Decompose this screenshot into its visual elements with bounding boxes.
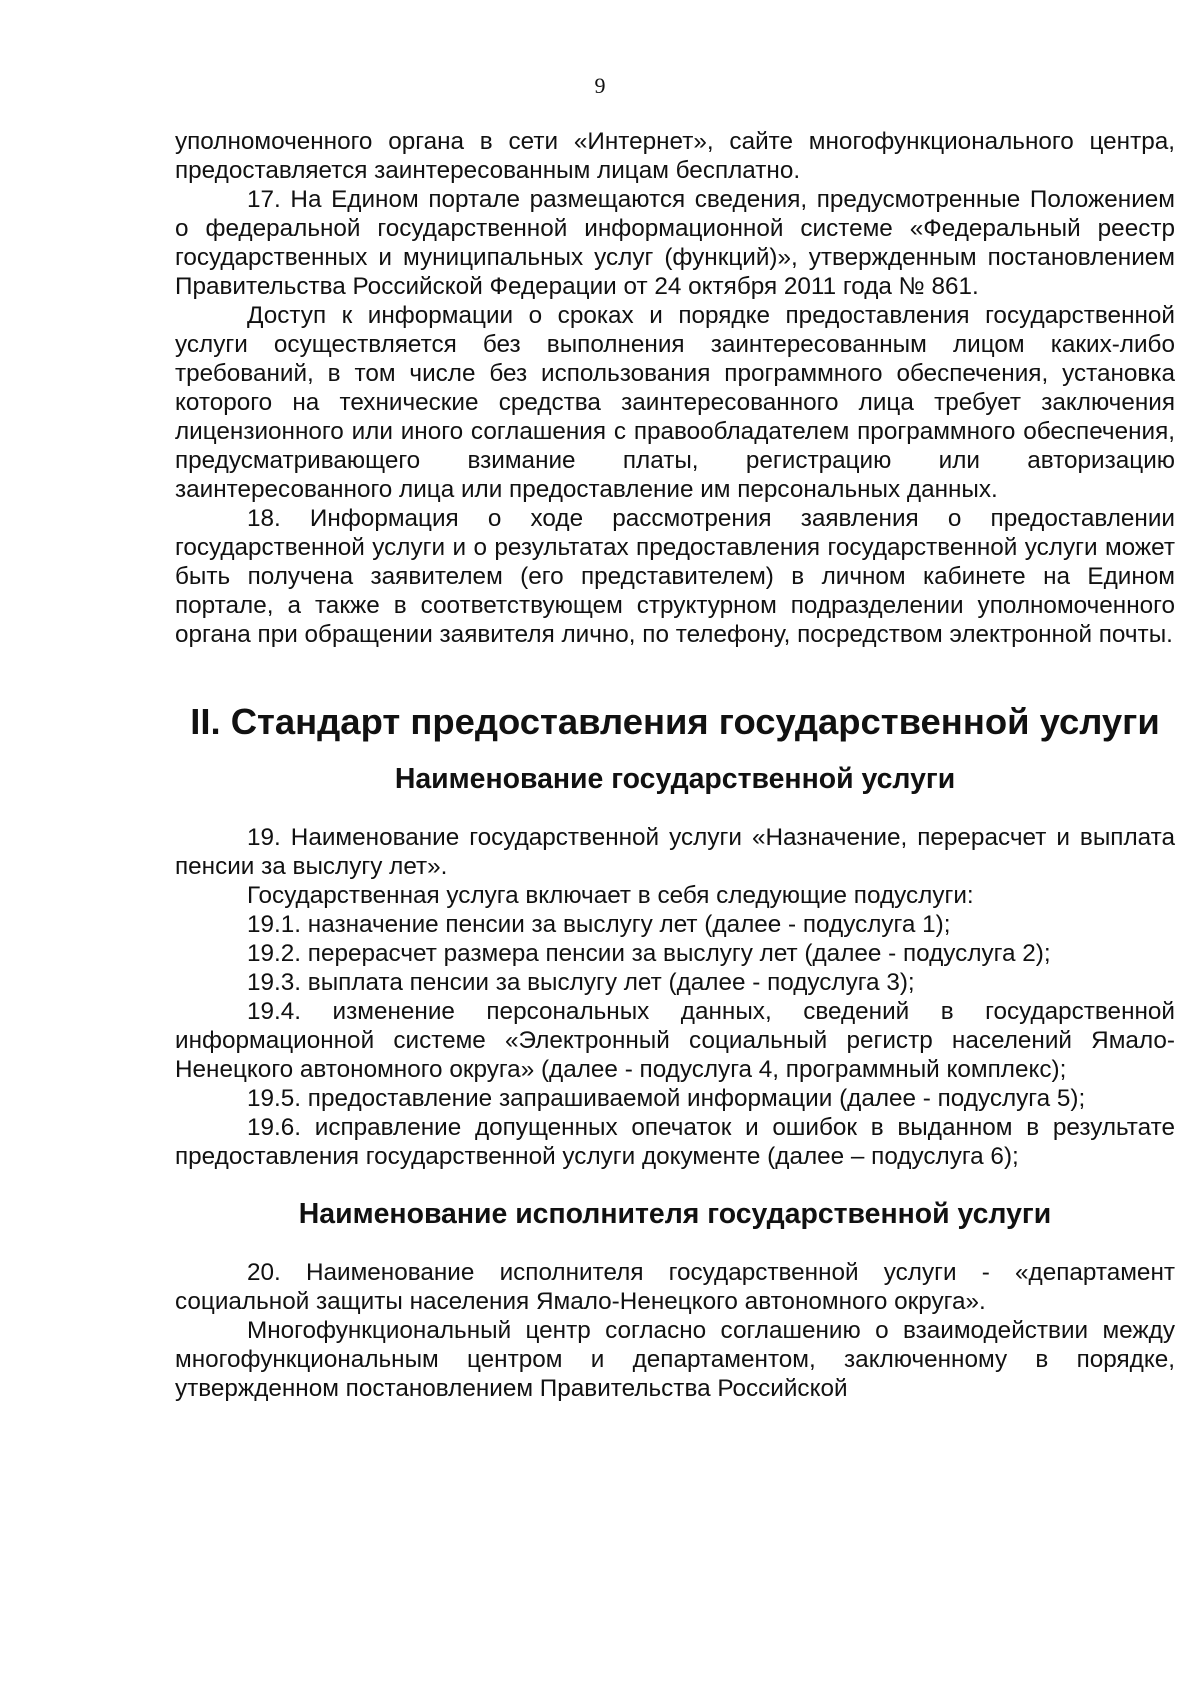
list-item-19-6: 19.6. исправление допущенных опечаток и ошибок в выданном в результате предоставления государственной услуги документе (далее – подуслуга 6); [175, 1114, 1175, 1170]
paragraph-19: 19. Наименование государственной услуги «Назначение, перерасчет и выплата пенсии за выслугу лет». [175, 824, 1175, 880]
subheading-executor-name: Наименование исполнителя государственной услуги [298, 1198, 1052, 1230]
list-item-19-5: 19.5. предоставление запрашиваемой информации (далее - подуслуга 5); [247, 1085, 1086, 1112]
section-heading: II. Стандарт предоставления государственной услуги [190, 701, 1160, 742]
list-item-19-3: 19.3. выплата пенсии за выслугу лет (далее - подуслуга 3); [247, 969, 915, 996]
paragraph-subservices-intro: Государственная услуга включает в себя следующие подуслуги: [247, 882, 974, 909]
list-item-19-1: 19.1. назначение пенсии за выслугу лет (далее - подуслуга 1); [247, 911, 951, 938]
list-item-19-4: 19.4. изменение персональных данных, сведений в государственной информационной системе «Электронный социальный регистр населений Ямало-Ненецкого автономного округа» (далее - подуслуга 4, программный комплекс); [175, 998, 1175, 1083]
page-number: 9 [594, 73, 606, 98]
paragraph-20: 20. Наименование исполнителя государственной услуги - «департамент социальной защиты населения Ямало-Ненецкого автономного округа». [175, 1259, 1175, 1315]
paragraph-access: Доступ к информации о сроках и порядке предоставления государственной услуги осуществляется без выполнения заинтересованным лицом каких-либо требований, в том числе без использования программного обеспечения, установка которого на технические средства заинтересованного лица требует заключения лицензионного или иного соглашения с правообладателем программного обеспечения, предусматривающего взимание платы, регистрацию или авторизацию заинтересованного лица или предоставление им персональных данных. [175, 302, 1175, 503]
paragraph-18: 18. Информация о ходе рассмотрения заявления о предоставлении государственной услуги и о результатах предоставления государственной услуги может быть получена заявителем (его представителем) в личном кабинете на Едином портале, а также в соответствующем структурном подразделении уполномоченного органа при обращении заявителя лично, по телефону, посредством электронной почты. [175, 505, 1175, 648]
subheading-service-name: Наименование государственной услуги [394, 763, 956, 795]
list-item-19-2: 19.2. перерасчет размера пенсии за выслугу лет (далее - подуслуга 2); [247, 940, 1051, 967]
paragraph-17: 17. На Едином портале размещаются сведения, предусмотренные Положением о федеральной государственной информационной системе «Федеральный реестр государственных и муниципальных услуг (функций)», утвержденным постановлением Правительства Российской Федерации от 24 октября 2011 года № 861. [175, 186, 1175, 300]
paragraph-continuation: уполномоченного органа в сети «Интернет», сайте многофункционального центра, предоставляется заинтересованным лицам бесплатно. [175, 128, 1175, 184]
paragraph-mfc: Многофункциональный центр согласно соглашению о взаимодействии между многофункциональным центром и департаментом, заключенному в порядке, утвержденном постановлением Правительства Российской [175, 1317, 1175, 1402]
document-body [175, 127, 1175, 1403]
